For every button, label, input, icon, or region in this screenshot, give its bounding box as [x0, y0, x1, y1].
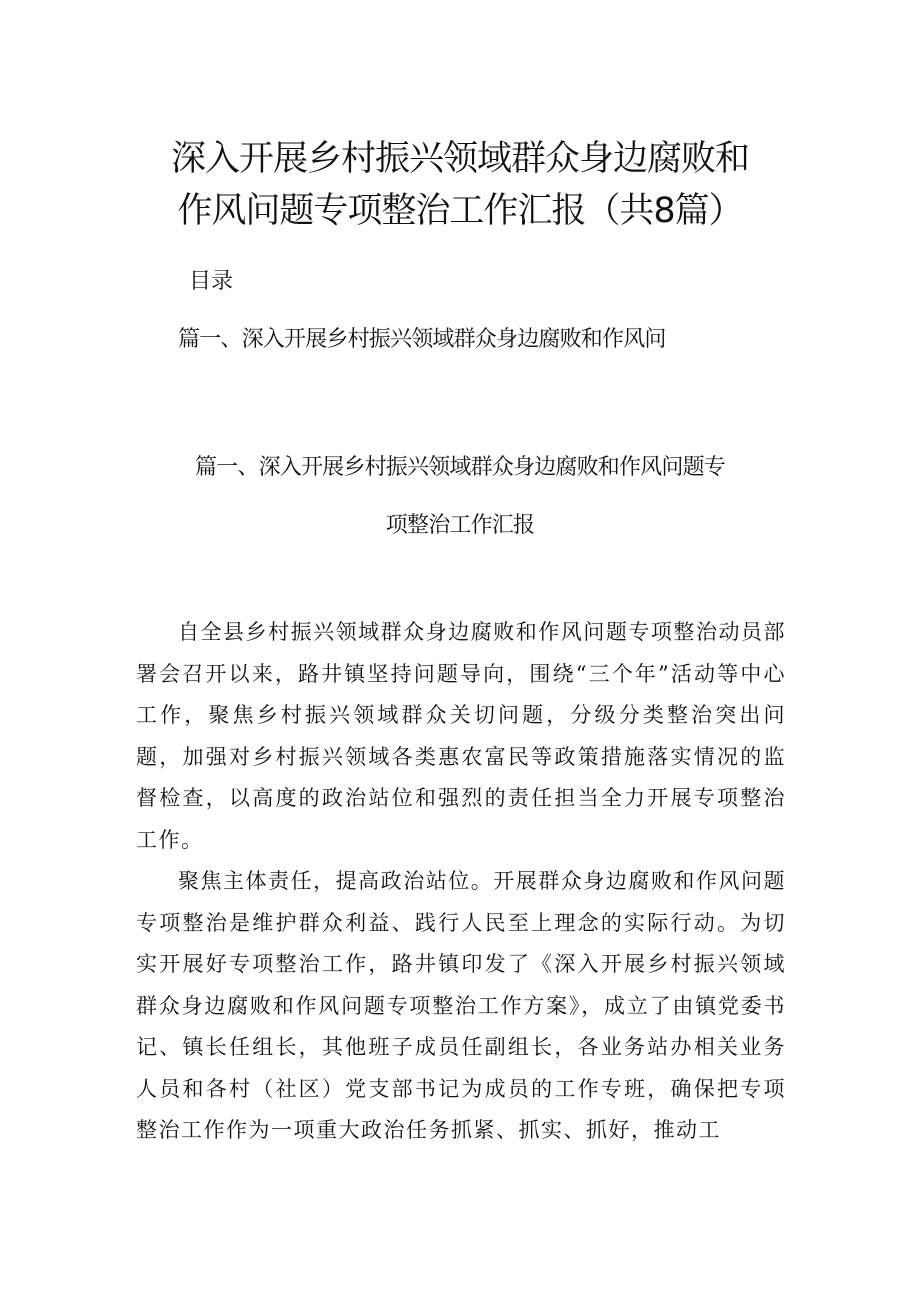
document-title: 深入开展乡村振兴领域群众身边腐败和作风问题专项整治工作汇报（共8篇） — [170, 139, 749, 231]
document-body — [136, 612, 786, 1152]
body-paragraph: 自全县乡村振兴领域群众身边腐败和作风问题专项整治动员部署会召开以来，路井镇坚持问题导向，围绕“三个年”活动等中心工作，聚焦乡村振兴领域群众关切问题，分级分类整治突出问题，加强对乡村振兴领域各类惠农富民等政策措施落实情况的监督检查，以高度的政治站位和强烈的责任担当全力开展专项整治工作。 — [136, 620, 786, 852]
section-title-line2: 项整治工作汇报 — [385, 513, 535, 538]
toc-item[interactable]: 篇一、深入开展乡村振兴领域群众身边腐败和作风问 — [178, 327, 666, 352]
toc-heading: 目录 — [189, 269, 234, 294]
section-title-line1: 篇一、深入开展乡村振兴领域群众身边腐败和作风问题专 — [194, 455, 725, 480]
body-paragraph: 聚焦主体责任，提高政治站位。开展群众身边腐败和作风问题专项整治是维护群众利益、践行人民至上理念的实际行动。为切实开展好专项整治工作，路井镇印发了《深入开展乡村振兴领域群众身边腐败和作风问题专项整治工作方案》，成立了由镇党委书记、镇长任组长，其他班子成员任副组长，各业务站办相关业务人员和各村（社区）党支部书记为成员的工作专班，确保把专项整治工作作为一项重大政治任务抓紧、抓实、抓好，推动工 — [136, 869, 786, 1142]
